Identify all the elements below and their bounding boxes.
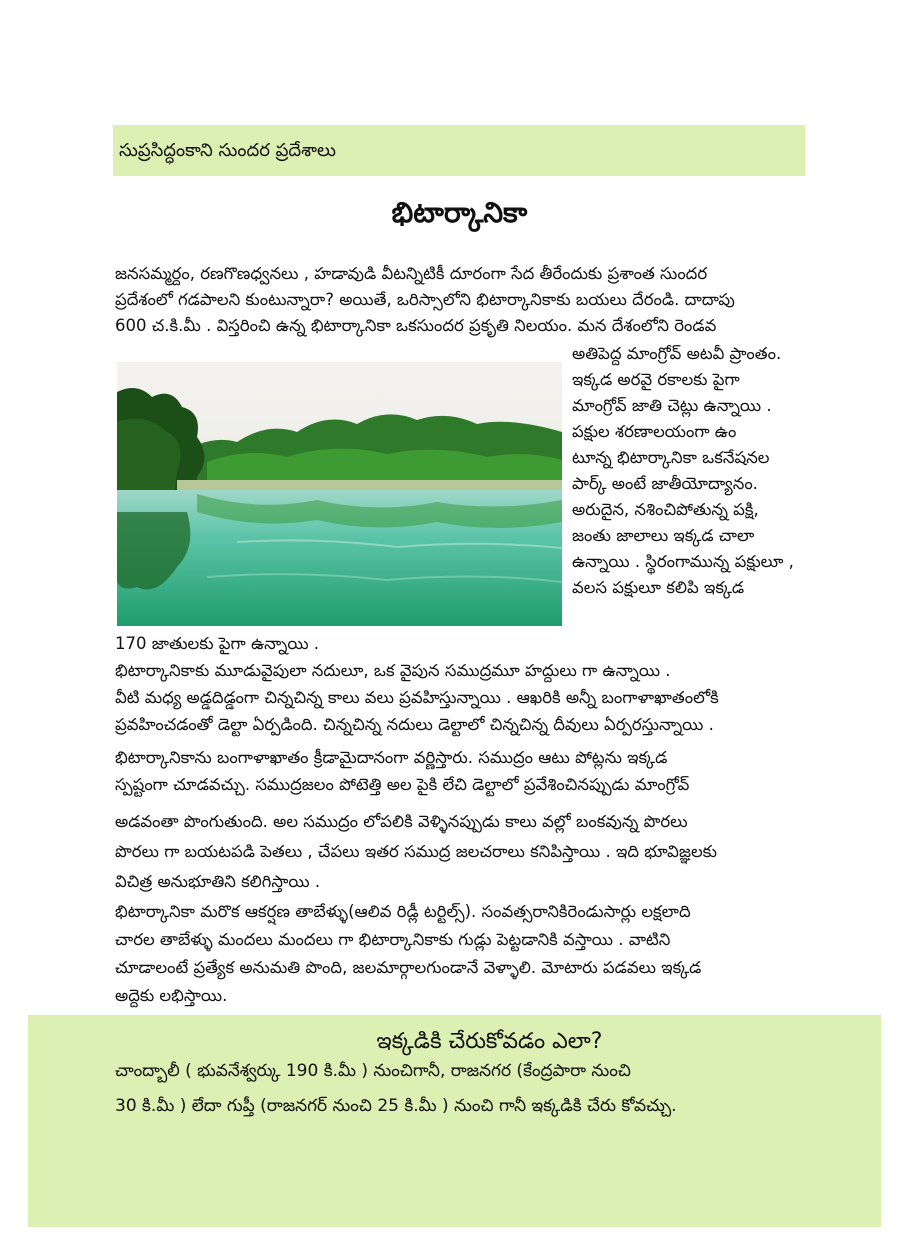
side-paragraph-line: జంతు జాలాలు ఇక్కడ చాలా [572,526,755,545]
side-paragraph-line: మాంగ్రోవ్ జాతి చెట్లు ఉన్నాయి . [572,396,772,415]
side-paragraph-line: వలస పక్షులూ కలిపి ఇక్కడ [572,578,745,597]
paragraph-line: భిటార్కానికా మరొక ఆకర్షణ తాబేళ్ళు(ఆలివ రిడ్లీ టర్టిల్స్). సంవత్సరానికిరెండుసార్లు లక్షలాది [115,902,691,921]
paragraph-line: జనసమ్మర్దం, రణగొణధ్వనలు , హడావుడి వీటన్నిటికీ దూరంగా సేద తీరేందుకు ప్రశాంత సుందర [115,264,708,283]
section-header [113,125,805,176]
mangrove-river-photo [117,362,562,626]
side-paragraph-line: ఇక్కడ అరవై రకాలకు పైగా [572,370,740,389]
paragraph-line: చూడాలంటే ప్రత్యేక అనుమతి పొంది, జలమార్గాలగుండానే వెళ్ళాలి. మోటారు పడవలు ఇక్కడ [115,958,702,977]
paragraph-line: ప్రదేశంలో గడపాలని కుంటున్నారా? అయితే, ఒరిస్సాలోని భిటార్కానికాకు బయలు దేరండి. దాదాపు [115,290,735,309]
paragraph-line: 600 చ.కి.మీ . విస్తరించి ఉన్న భిటార్కానికా ఒకసుందర ప్రకృతి నిలయం. మన దేశంలోని రెండవ [115,316,717,335]
paragraph-line: విచిత్ర అనుభూతిని కలిగిస్తాయి . [115,872,321,891]
section-header-label: సుప్రసిద్ధంకాని సుందర ప్రదేశాలు [119,140,337,161]
paragraph-line: అడవంతా పొంగుతుంది. అల సముద్రం లోపలికి వెళ్ళినప్పుడు కాలు వల్లో బంకవున్న పొరలు [115,812,688,831]
mangrove-river-illustration [117,362,562,626]
paragraph-line: వీటి మధ్య అడ్డదిడ్డంగా చిన్నచిన్న కాలు వలు ప్రవహిస్తున్నాయి . ఆఖరికి అన్నీ బంగాళాఖాతంలోకి [115,688,719,707]
side-paragraph-line: పక్షుల శరణాలయంగా ఉం [572,422,737,441]
side-paragraph-line: అతిపెద్ద మాంగ్రోవ్ అటవీ ప్రాంతం. [572,344,782,363]
side-paragraph-line: పార్క్ అంటే జాతీయోద్యానం. [572,474,758,493]
paragraph-line: భిటార్కానికాను బంగాళాఖాతం క్రీడామైదానంగా వర్ణిస్తారు. సముద్రం ఆటు పోట్లను ఇక్కడ [115,748,668,767]
paragraph-line: చారల తాబేళ్ళు మందలు మందలు గా భిటార్కానికాకు గుడ్లు పెట్టడానికి వస్తాయి . వాటిని [115,930,671,949]
paragraph-line: స్పష్టంగా చూడవచ్చు. సముద్రజలం పోటెత్తి అల పైకి లేచి డెల్టాలో ప్రవేశించినప్పుడు మాంగ్రోవ్ [115,775,690,794]
paragraph-line: ప్రవహించడంతో డెల్టా ఏర్పడింది. చిన్నచిన్న నదులు డెల్టాలో చిన్నచిన్న దీవులు ఏర్పరస్తున్నాయి . [115,715,714,734]
side-paragraph-line: ఉన్నాయి . స్థిరంగామున్న పక్షులూ , [572,552,794,571]
paragraph-line: 170 జాతులకు పైగా ఉన్నాయి . [115,634,320,653]
paragraph-line: భిటార్కానికాకు మూడువైపులా నదులూ, ఒక వైపున సముద్రమూ హద్దులు గా ఉన్నాయి . [115,661,671,680]
side-paragraph-line: అరుదైన, నశించిపోతున్న పక్షి, [572,500,759,519]
article-title: భిటార్కానికా [391,196,528,229]
paragraph-line: పొరలు గా బయటపడి పెతలు , చేపలు ఇతర సముద్ర జలచరాలు కనిపిస్తాయి . ఇది భూవిజ్ఞలకు [115,842,717,861]
how-to-reach-title: ఇక్కడికి చేరుకోవడం ఎలా? [376,1029,603,1054]
how-to-reach-line: 30 కి.మీ ) లేదా గుప్తీ (రాజనగర్ నుంచి 25 కి.మీ ) నుంచి గానీ ఇక్కడికి చేరు కోవచ్చు. [115,1096,677,1116]
side-paragraph-line: టూన్న భిటార్కానికా ఒకనేషనల [572,448,770,467]
how-to-reach-line: చాంద్బాలీ ( భువనేశ్వర్కు 190 కి.మీ ) నుంచిగానీ, రాజనగర (కేంద్రపారా నుంచి [115,1061,631,1081]
paragraph-line: అద్దెకు లభిస్తాయి. [115,986,228,1005]
